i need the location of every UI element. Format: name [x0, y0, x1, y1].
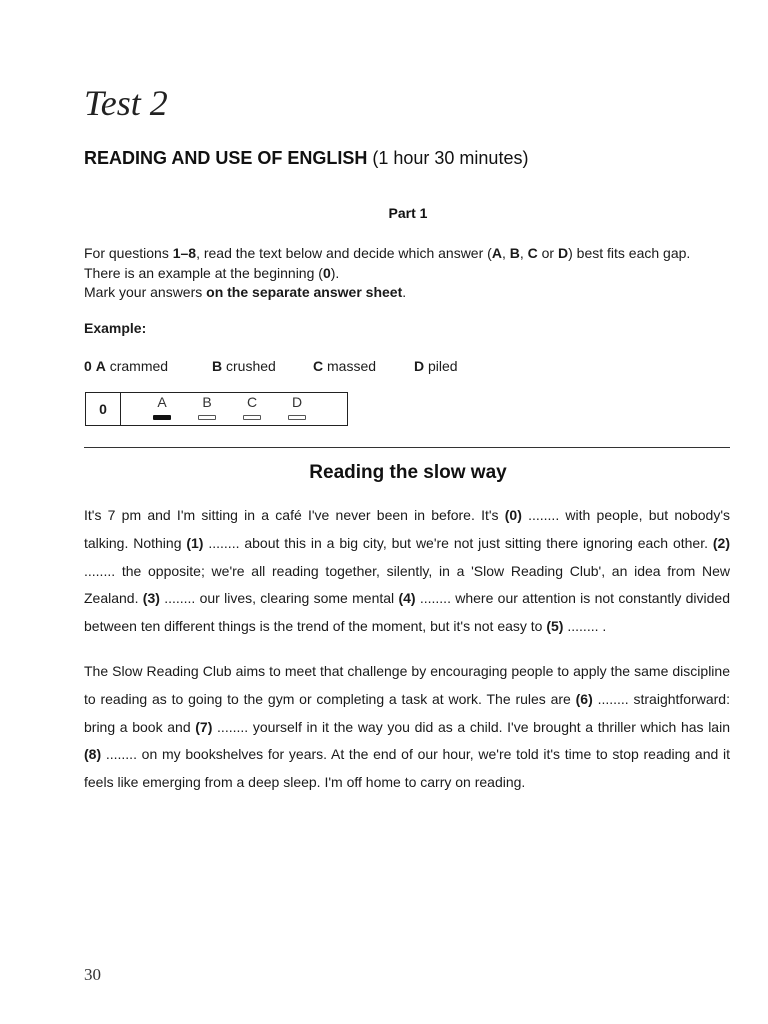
- passage-text: ........ with people, but nobody's talking. Nothing: [84, 507, 730, 551]
- gap-number: (5): [546, 618, 564, 635]
- reading-passage: [84, 502, 730, 797]
- page-number: 30: [84, 965, 101, 984]
- option-letter: A: [95, 358, 106, 374]
- instructions: [84, 244, 744, 303]
- option-letter: C: [313, 358, 324, 374]
- instruction-line-2: [84, 264, 744, 284]
- section-duration: (1 hour 30 minutes): [372, 148, 529, 168]
- passage-text: ........ our lives, clearing some mental: [159, 590, 399, 607]
- passage-text: ........ yourself in it the way you did as a child. I've brought a thriller which has lain: [212, 718, 730, 735]
- instruction-text: or: [537, 245, 558, 261]
- passage-text: ........ where our attention is not constantly divided between ten different things is the trend of the moment, but it's not easy to: [84, 590, 731, 635]
- gap-number: (6): [575, 690, 593, 707]
- example-option-a: [84, 358, 168, 374]
- option-letter: A: [491, 245, 502, 261]
- divider-rule: [84, 447, 730, 448]
- passage-paragraph-2: [84, 658, 730, 797]
- passage-text: ........ the opposite; we're all reading together, silently, in a 'Slow Reading Club', an idea from New Zealand.: [84, 562, 730, 607]
- passage-text: It's 7 pm and I'm sitting in a café I've never been in before. It's: [84, 507, 505, 523]
- example-option-b: [212, 358, 276, 374]
- instruction-text: ) best fits each gap.: [568, 245, 691, 261]
- instruction-text: Mark your answers: [84, 284, 207, 300]
- question-range: 1–8: [172, 245, 197, 261]
- option-text: crushed: [226, 358, 276, 374]
- passage-text: ........ on my bookshelves for years. At the end of our hour, we're told it's time to stop reading and it feels like emerging from a deep sleep. I'm off home to carry on reading.: [84, 746, 730, 791]
- passage-paragraph-1: [84, 502, 730, 641]
- passage-text: ........ straightforward: bring a book and: [84, 690, 730, 735]
- instruction-text: .: [402, 284, 407, 300]
- instruction-line-1: [84, 244, 744, 264]
- example-number: 0: [84, 358, 92, 374]
- example-option-c: [313, 358, 376, 374]
- answer-bubble-c: [243, 415, 261, 420]
- option-letter: D: [414, 358, 425, 374]
- option-text: crammed: [109, 358, 169, 374]
- answer-sheet-note: on the separate answer sheet: [206, 284, 403, 300]
- instruction-text: For questions: [84, 245, 173, 261]
- gap-number: (1): [186, 534, 204, 551]
- gap-number: (4): [398, 590, 416, 607]
- passage-text: ........ about this in a big city, but we're not just sitting there ignoring each other.: [203, 534, 713, 551]
- instruction-text: ).: [330, 264, 340, 281]
- option-letter: B: [212, 358, 223, 374]
- option-text: massed: [327, 358, 377, 374]
- text-title: Reading the slow way: [309, 462, 507, 483]
- part-label: Part 1: [388, 205, 428, 221]
- option-letter: C: [527, 245, 538, 261]
- example-number: 0: [322, 264, 331, 281]
- answer-bubble-d: [288, 415, 306, 420]
- instruction-text: ,: [501, 245, 510, 261]
- gap-number: (2): [712, 534, 730, 551]
- option-letter: B: [509, 245, 520, 261]
- section-heading: [84, 148, 528, 169]
- option-text: piled: [428, 358, 458, 374]
- instruction-text: , read the text below and decide which answer (: [196, 245, 492, 261]
- answer-bubble-a-filled: [153, 415, 171, 420]
- option-letter: D: [557, 245, 569, 261]
- example-answer-grid: [85, 392, 348, 426]
- instruction-line-3: [84, 283, 744, 303]
- passage-text: The Slow Reading Club aims to meet that challenge by encouraging people to apply the same discipline to reading as to going to the gym or completing a task at work. The rules are: [84, 662, 730, 707]
- gap-number: (7): [195, 718, 213, 735]
- gap-number: (8): [84, 746, 102, 763]
- answer-column-b: B: [202, 394, 212, 410]
- example-option-d: [414, 358, 458, 374]
- gap-number: (3): [142, 590, 160, 607]
- example-label: Example:: [84, 320, 147, 336]
- instruction-text: ,: [519, 245, 528, 261]
- gap-number: (0): [504, 507, 522, 523]
- test-title: Test 2: [84, 83, 168, 123]
- answer-column-a: A: [157, 394, 167, 410]
- answer-column-d: D: [291, 394, 303, 410]
- answer-bubble-b: [198, 415, 216, 420]
- section-title: READING AND USE OF ENGLISH: [84, 148, 368, 168]
- passage-text: ........ .: [563, 618, 607, 635]
- instruction-text: There is an example at the beginning (: [84, 264, 323, 281]
- answer-column-c: C: [246, 394, 258, 410]
- answer-grid-number: 0: [86, 393, 121, 425]
